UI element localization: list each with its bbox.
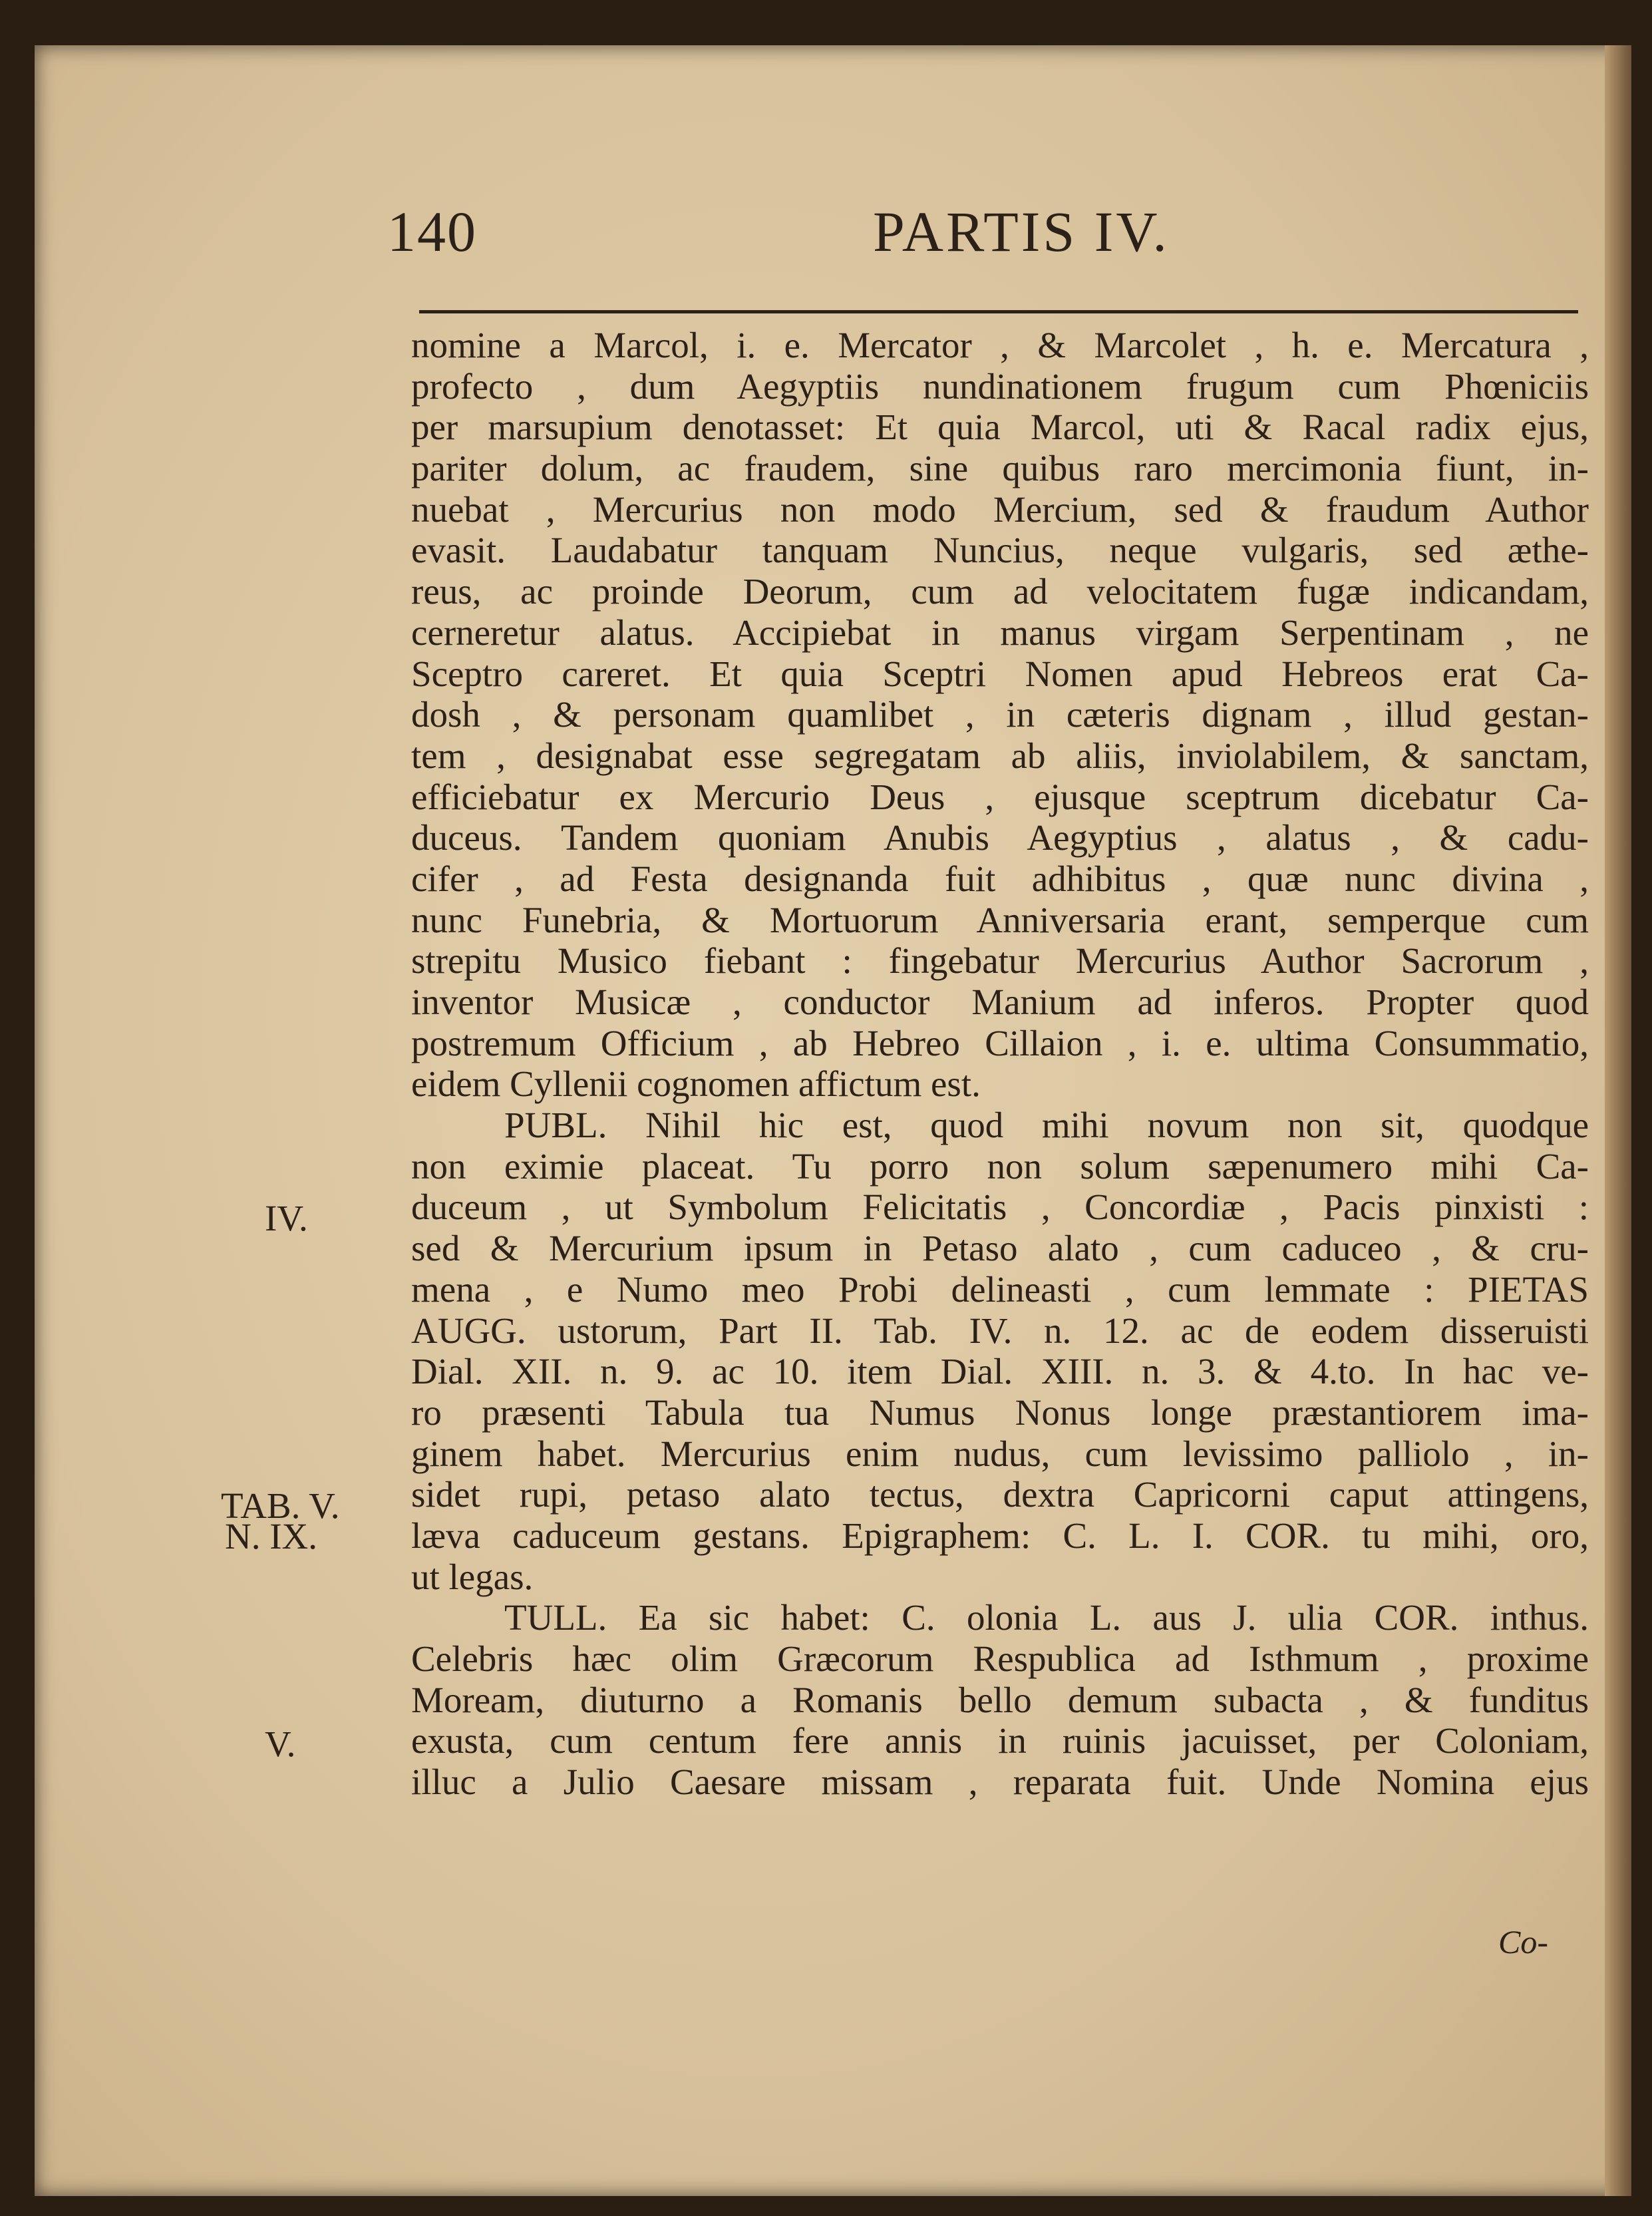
text-line: mena , e Numo meo Probi delineasti , cum lemmate : PIETAS [411,1268,1589,1310]
text-line: ro præsenti Tabula tua Numus Nonus longe præstantiorem ima- [411,1391,1589,1433]
text-line: Moream, diuturno a Romanis bello demum subacta , & funditus [411,1679,1589,1720]
text-line: per marsupium denotasset: Et quia Marcol, uti & Racal radix ejus, [411,407,1589,448]
text-line: evasit. Laudabatur tanquam Nuncius, neque vulgaris, sed æthe- [411,530,1589,571]
margin-numus-ref: N. IX. [225,1516,318,1557]
text-line: cifer , ad Festa designanda fuit adhibitus , quæ nunc divina , [411,858,1589,899]
text-line: strepitu Musico fiebant : fingebatur Mercurius Author Sacrorum , [411,940,1589,982]
text-line: PUBL. Nihil hic est, quod mihi novum non sit, quodque [504,1105,1589,1146]
text-line: reus, ac proinde Deorum, cum ad velocitatem fugæ indicandam, [411,571,1589,612]
page-number: 140 [387,200,477,264]
running-head [35,198,1631,278]
text-line: AUGG. ustorum, Part II. Tab. IV. n. 12. ac de eodem disseruisti [411,1310,1589,1351]
margin-tab-ref: TAB. V. [221,1485,340,1526]
text-line: læva caduceum gestans. Epigraphem: C. L. I. COR. tu mihi, oro, [411,1515,1589,1556]
book-page [35,45,1631,2196]
text-line: TULL. Ea sic habet: C. olonia L. aus J. ulia COR. inthus. [504,1597,1589,1638]
text-line: nomine a Marcol, i. e. Mercator , & Marcolet , h. e. Mercatura , [411,325,1589,365]
text-line: Dial. XII. n. 9. ac 10. item Dial. XIII. n. 3. & 4.to. In hac ve- [411,1351,1589,1392]
text-line: ut legas. [411,1556,534,1597]
text-line: ginem habet. Mercurius enim nudus, cum levissimo palliolo , in- [411,1433,1589,1474]
text-line: eidem Cyllenii cognomen affictum est. [411,1063,981,1105]
text-line: duceus. Tandem quoniam Anubis Aegyptius , alatus , & cadu- [411,817,1589,858]
text-line: exusta, cum centum fere annis in ruinis jacuisset, per Coloniam, [411,1720,1589,1761]
text-line: duceum , ut Symbolum Felicitatis , Concordiæ , Pacis pinxisti : [411,1187,1589,1228]
text-line: nuebat , Mercurius non modo Mercium, sed & fraudum Author [411,488,1589,530]
body-text [411,325,1589,1803]
page-gutter [1605,45,1631,2196]
text-line: efficiebatur ex Mercurio Deus , ejusque sceptrum dicebatur Ca- [411,776,1589,817]
text-line: postremum Officium , ab Hebreo Cillaion , i. e. ultima Consummatio, [411,1022,1589,1063]
text-line: cerneretur alatus. Accipiebat in manus virgam Serpentinam , ne [411,612,1589,653]
margin-section-v: V. [265,1724,296,1764]
margin-section-iv: IV. [265,1198,308,1238]
text-line: illuc a Julio Caesare missam , reparata fuit. Unde Nomina ejus [411,1761,1589,1803]
header-rule [419,310,1578,313]
catchword: Co- [1498,1923,1548,1960]
text-line: inventor Musicæ , conductor Manium ad inferos. Propter quod [411,982,1589,1022]
text-line: tem , designabat esse segregatam ab aliis, inviolabilem, & sanctam, [411,735,1589,776]
text-line: nunc Funebria, & Mortuorum Anniversaria erant, semperque cum [411,899,1589,940]
text-line: pariter dolum, ac fraudem, sine quibus raro mercimonia fiunt, in- [411,448,1589,489]
text-line: sidet rupi, petaso alato tectus, dextra Capricorni caput attingens, [411,1474,1589,1515]
text-line: Sceptro careret. Et quia Sceptri Nomen apud Hebreos erat Ca- [411,653,1589,694]
text-line: dosh , & personam quamlibet , in cæteris dignam , illud gestan- [411,694,1589,735]
text-line: profecto , dum Aegyptiis nundinationem frugum cum Phœniciis [411,365,1589,407]
text-line: Celebris hæc olim Græcorum Respublica ad Isthmum , proxime [411,1638,1589,1679]
text-line: sed & Mercurium ipsum in Petaso alato , cum caduceo , & cru- [411,1228,1589,1269]
text-line: non eximie placeat. Tu porro non solum sæpenumero mihi Ca- [411,1145,1589,1187]
page-title: PARTIS IV. [873,200,1170,264]
